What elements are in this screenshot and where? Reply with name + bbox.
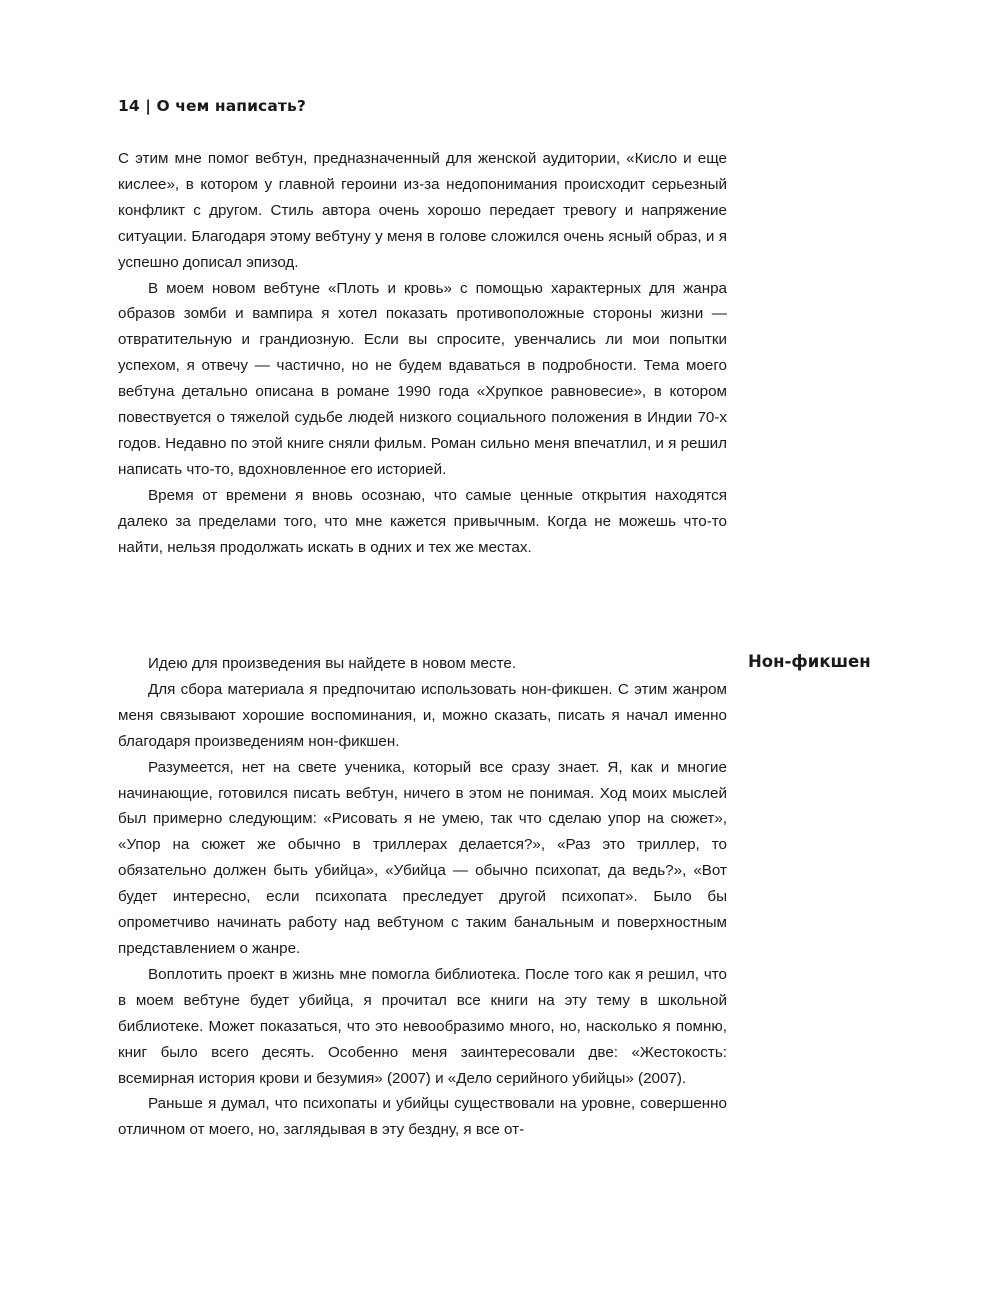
paragraph: Воплотить проект в жизнь мне помогла библиотека. После того как я решил, что в моем вебтуне будет убийца, я прочитал все книги на эту тему в школьной библиотеке. Может показаться, что это невообразимо много, но, насколько я помню, книг было всего десять. Особенно меня заинтересовали две: «Жестокость: всемирная история крови и безумия» (2007) и «Дело серийного убийцы» (2007). (118, 965, 727, 1087)
running-head: 14 | О чем написать? (118, 97, 306, 115)
section-two-body (118, 651, 727, 1143)
paragraph: Для сбора материала я предпочитаю использовать нон-фикшен. С этим жанром меня связывают хорошие воспоминания, и, можно сказать, писать я начал именно благодаря произведениям нон-фикшен. (118, 680, 727, 750)
paragraph: Идею для произведения вы найдете в новом месте. (148, 655, 517, 672)
section-one-body (118, 146, 727, 561)
paragraph: Разумеется, нет на свете ученика, который все сразу знает. Я, как и многие начинающие, готовился писать вебтун, ничего в этом не понимая. Ход моих мыслей был примерно следующим: «Рисовать я не умею, так что сделаю упор на сюжет», «Упор на сюжет же обычно в триллерах делается?», «Раз это триллер, то обязательно должен быть убийца», «Убийца — обычно психопат, да ведь?», «Вот будет интересно, если психопата преследует другой психопат». Было бы опрометчиво начинать работу над вебтуном с таким банальным и поверхностным представлением о жанре. (118, 758, 727, 957)
paragraph: С этим мне помог вебтун, предназначенный для женской аудитории, «Кисло и еще кислее», в котором у главной героини из-за недопонимания происходит серьезный конфликт с другом. Стиль автора очень хорошо передает тревогу и напряжение ситуации. Благодаря этому вебтуну у меня в голове сложился очень ясный образ, и я успешно дописал эпизод. (118, 150, 727, 271)
paragraph: Раньше я думал, что психопаты и убийцы существовали на уровне, совершенно отличном от моего, но, заглядывая в эту бездну, я все от- (118, 1095, 727, 1139)
paragraph: В моем новом вебтуне «Плоть и кровь» с помощью характерных для жанра образов зомби и вампира я хотел показать противоположные стороны жизни — отвратительную и грандиозную. Если вы спросите, увенчались ли мои попытки успехом, я отвечу — частично, но не будем вдаваться в подробности. Тема моего вебтуна детально описана в романе 1990 года «Хрупкое равновесие», в котором повествуется о тяжелой судьбе людей низкого социального положения в Индии 70-х годов. Недавно по этой книге сняли фильм. Роман сильно меня впечатлил, и я решил написать что-то, вдохновленное его историей. (118, 279, 727, 478)
section-heading-non-fiction: Нон-фикшен (748, 652, 871, 671)
paragraph: Время от времени я вновь осознаю, что самые ценные открытия находятся далеко за пределами того, что мне кажется привычным. Когда не можешь что-то найти, нельзя продолжать искать в одних и тех же местах. (118, 486, 727, 556)
